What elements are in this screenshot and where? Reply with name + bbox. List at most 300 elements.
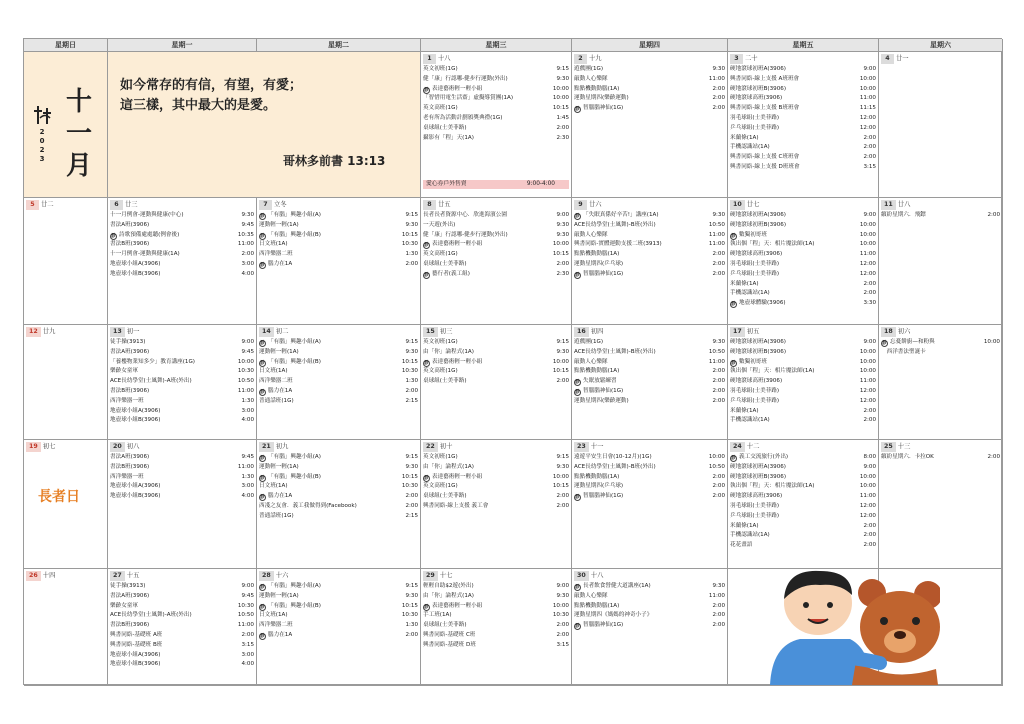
day-header <box>730 54 758 64</box>
event-time: 9:15 <box>405 583 418 589</box>
event-item[interactable] <box>110 641 254 651</box>
event-item[interactable] <box>574 270 725 280</box>
event-time: 2:00 <box>863 532 876 539</box>
event-item[interactable] <box>730 211 876 221</box>
day-number: 13 <box>110 327 125 337</box>
event-item[interactable] <box>423 270 569 280</box>
event-title <box>110 231 179 241</box>
event-item[interactable] <box>574 65 725 75</box>
event-time: 9:00 <box>241 583 254 589</box>
event-item[interactable] <box>574 104 725 114</box>
event-item[interactable] <box>574 75 725 85</box>
day-cell[interactable] <box>421 569 572 686</box>
day-number: 12 <box>26 327 41 337</box>
event-time: 4:00 <box>241 270 254 277</box>
event-name: 硬地滾球初班A(3906) <box>730 66 786 72</box>
event-item[interactable] <box>730 492 876 502</box>
event-item[interactable] <box>259 221 418 231</box>
event-item[interactable] <box>574 221 725 231</box>
event-item[interactable] <box>110 250 254 260</box>
event-item[interactable] <box>730 482 876 492</box>
event-item[interactable] <box>730 377 876 387</box>
event-name: 手機認識站(1A) <box>730 532 770 539</box>
event-item[interactable] <box>730 250 876 260</box>
event-item[interactable] <box>259 602 418 612</box>
event-time: 2:00 <box>712 95 725 102</box>
event-name: 「有腦」興趣小組(A) <box>268 454 321 460</box>
event-item[interactable] <box>423 463 569 473</box>
event-item[interactable] <box>423 221 569 231</box>
lunar-date: 廿二 <box>41 201 54 208</box>
event-name: 「有腦」興趣小組(B) <box>268 602 321 609</box>
event-item[interactable] <box>110 387 254 397</box>
event-name: 徒手操(3913) <box>110 583 146 589</box>
event-item[interactable] <box>574 611 725 621</box>
event-item[interactable] <box>730 104 876 114</box>
event-title <box>423 270 470 280</box>
event-title <box>574 85 619 95</box>
event-time: 10:50 <box>708 221 725 228</box>
day-cell[interactable] <box>421 440 572 569</box>
event-name: 硬地滾球高班(3906) <box>730 95 783 102</box>
event-item[interactable] <box>110 211 254 221</box>
event-title <box>423 348 474 358</box>
event-item[interactable] <box>730 397 876 407</box>
day-number: 22 <box>423 442 438 452</box>
event-item[interactable] <box>730 153 876 163</box>
event-title <box>881 348 926 358</box>
event-item[interactable] <box>730 65 876 75</box>
event-time: 2:00 <box>863 144 876 151</box>
event-title <box>110 260 160 270</box>
event-item[interactable] <box>110 367 254 377</box>
event-item[interactable] <box>259 338 418 348</box>
event-item[interactable] <box>730 541 876 551</box>
event-item[interactable] <box>423 211 569 221</box>
day-number: 9 <box>574 200 587 210</box>
event-item[interactable] <box>259 592 418 602</box>
event-item[interactable] <box>259 502 418 512</box>
event-item[interactable] <box>730 299 876 309</box>
event-name: 普通話班(1G) <box>259 397 294 404</box>
event-item[interactable] <box>730 407 876 417</box>
event-item[interactable] <box>110 231 254 241</box>
event-item[interactable] <box>423 641 569 651</box>
event-title <box>730 250 782 260</box>
day-cell[interactable] <box>572 569 728 686</box>
day-cell[interactable] <box>879 198 1003 325</box>
registration-tag-icon: 診 <box>424 360 429 366</box>
event-item[interactable] <box>574 592 725 602</box>
event-item[interactable] <box>110 660 254 670</box>
day-cell[interactable] <box>257 198 421 325</box>
event-item[interactable] <box>730 289 876 299</box>
event-item[interactable] <box>423 65 569 75</box>
event-name: 英文高班(1G) <box>423 251 458 258</box>
event-item[interactable] <box>574 348 725 358</box>
event-banner[interactable] <box>423 180 569 189</box>
event-item[interactable] <box>730 453 876 463</box>
event-time: 10:00 <box>859 473 876 480</box>
event-name: 智腦腦神仙(1G) <box>583 493 624 500</box>
event-item[interactable] <box>423 377 569 387</box>
event-item[interactable] <box>110 240 254 250</box>
event-time: 9:00 <box>863 212 876 218</box>
registration-tag-icon: 診 <box>424 272 429 278</box>
event-item[interactable] <box>574 94 725 104</box>
event-item[interactable] <box>730 338 876 348</box>
day-cell[interactable] <box>728 325 879 440</box>
event-item[interactable] <box>730 143 876 153</box>
event-time: 3:00 <box>241 260 254 267</box>
event-item[interactable] <box>574 377 725 387</box>
event-title <box>730 104 799 114</box>
event-time: 12:00 <box>859 260 876 267</box>
event-item[interactable] <box>730 124 876 134</box>
event-item[interactable] <box>259 621 418 631</box>
event-item[interactable] <box>110 358 254 368</box>
event-name: 手機認識站(1A) <box>730 290 770 297</box>
event-name: 點點機動動腦(1A) <box>574 473 620 480</box>
event-time: 2:00 <box>405 631 418 638</box>
event-item[interactable] <box>110 492 254 502</box>
event-item[interactable] <box>423 602 569 612</box>
event-item[interactable] <box>574 358 725 368</box>
event-item[interactable] <box>259 582 418 592</box>
event-time: 9:30 <box>556 463 569 470</box>
event-item[interactable] <box>574 211 725 221</box>
event-item[interactable] <box>423 260 569 270</box>
event-item[interactable] <box>730 270 876 280</box>
event-name: 花花畫語 <box>730 542 753 549</box>
event-item[interactable] <box>574 492 725 502</box>
event-name: 地壺球小組B(3906) <box>110 417 161 424</box>
event-title <box>574 75 608 85</box>
registration-tag-icon: 診 <box>260 341 265 346</box>
event-item[interactable] <box>574 231 725 241</box>
event-item[interactable] <box>574 397 725 407</box>
event-item[interactable] <box>423 492 569 502</box>
event-item[interactable] <box>259 240 418 250</box>
event-item[interactable] <box>259 358 418 368</box>
event-name: 興書同絡-線上支援 B班班會 <box>730 105 800 112</box>
day-cell[interactable] <box>24 325 108 440</box>
event-item[interactable] <box>423 592 569 602</box>
event-title <box>730 541 752 551</box>
event-item[interactable] <box>259 211 418 221</box>
event-item[interactable] <box>423 611 569 621</box>
event-item[interactable] <box>110 592 254 602</box>
event-item[interactable] <box>423 473 569 483</box>
event-item[interactable] <box>110 338 254 348</box>
event-item[interactable] <box>259 397 418 407</box>
event-item[interactable] <box>423 94 569 104</box>
day-cell[interactable] <box>108 325 257 440</box>
lunar-date: 初六 <box>897 328 911 335</box>
event-title <box>730 299 786 309</box>
event-item[interactable] <box>574 240 725 250</box>
event-time: 11:00 <box>859 251 876 258</box>
event-item[interactable] <box>574 582 725 592</box>
event-item[interactable] <box>110 407 254 417</box>
event-item[interactable] <box>423 114 569 124</box>
event-item[interactable] <box>259 250 418 260</box>
event-name: 書法A班(3906) <box>110 454 150 460</box>
day-header <box>259 327 288 337</box>
event-item[interactable] <box>423 367 569 377</box>
event-name: 書法A班(3906) <box>110 592 150 599</box>
event-item[interactable] <box>881 453 1000 463</box>
event-item[interactable] <box>110 348 254 358</box>
event-item[interactable] <box>259 631 418 641</box>
event-item[interactable] <box>881 211 1000 221</box>
event-item[interactable] <box>110 582 254 592</box>
event-item[interactable] <box>259 377 418 387</box>
event-item[interactable] <box>110 260 254 270</box>
event-item[interactable] <box>423 338 569 348</box>
event-item[interactable] <box>730 358 876 368</box>
event-item[interactable] <box>574 260 725 270</box>
event-title <box>110 338 145 348</box>
event-title <box>730 94 782 104</box>
event-title <box>423 338 458 348</box>
event-item[interactable] <box>110 602 254 612</box>
day-number: 5 <box>26 200 39 210</box>
event-item[interactable] <box>423 348 569 358</box>
event-item[interactable] <box>423 75 569 85</box>
event-item[interactable] <box>730 512 876 522</box>
event-name: 腦力在1A <box>268 260 293 267</box>
event-item[interactable] <box>259 348 418 358</box>
registration-tag-icon: 診 <box>260 475 265 481</box>
event-item[interactable] <box>259 463 418 473</box>
event-title <box>423 463 474 473</box>
event-item[interactable] <box>259 453 418 463</box>
day-number: 4 <box>881 54 894 64</box>
event-title <box>423 367 458 377</box>
day-cell[interactable] <box>572 52 728 198</box>
event-item[interactable] <box>730 531 876 541</box>
verse-block <box>108 52 421 198</box>
event-name: 點點機動動腦(1A) <box>574 251 620 258</box>
event-item[interactable] <box>259 387 418 397</box>
event-item[interactable] <box>574 338 725 348</box>
event-name: 義工交流旅行(外出) <box>739 454 789 460</box>
event-item[interactable] <box>423 124 569 134</box>
event-item[interactable] <box>730 114 876 124</box>
event-item[interactable] <box>423 502 569 512</box>
event-item[interactable] <box>730 387 876 397</box>
event-item[interactable] <box>423 85 569 95</box>
event-name: 英文高班(1G) <box>423 105 458 112</box>
day-cell[interactable] <box>421 325 572 440</box>
event-item[interactable] <box>730 463 876 473</box>
event-item[interactable] <box>423 621 569 631</box>
event-item[interactable] <box>730 231 876 241</box>
event-list <box>730 453 876 551</box>
lunar-date: 初三 <box>439 328 453 335</box>
event-item[interactable] <box>730 240 876 250</box>
day-number: 3 <box>730 54 743 64</box>
event-item[interactable] <box>730 280 876 290</box>
day-cell[interactable] <box>257 325 421 440</box>
event-name: 西洋樂器一班 <box>110 397 144 404</box>
day-cell[interactable] <box>728 52 879 198</box>
registration-tag-icon: 診 <box>260 495 265 501</box>
event-item[interactable] <box>730 94 876 104</box>
event-item[interactable] <box>730 502 876 512</box>
day-cell[interactable] <box>572 198 728 325</box>
day-cell[interactable] <box>257 440 421 569</box>
event-item[interactable] <box>730 260 876 270</box>
event-item[interactable] <box>259 492 418 502</box>
event-item[interactable] <box>574 463 725 473</box>
event-name: 數獨初哥班 <box>739 358 767 365</box>
day-cell[interactable] <box>24 198 108 325</box>
event-item[interactable] <box>881 348 1000 358</box>
event-title <box>259 512 294 522</box>
event-name: 桌球組(士美菲路) <box>423 622 467 629</box>
event-item[interactable] <box>730 348 876 358</box>
event-item[interactable] <box>110 416 254 426</box>
event-time: 10:15 <box>552 105 569 112</box>
event-name: 硬地滾球高班(3906) <box>730 378 783 385</box>
event-name: 興書同絡-基礎班 C班 <box>423 631 476 638</box>
event-item[interactable] <box>259 231 418 241</box>
event-item[interactable] <box>730 473 876 483</box>
event-time: 10:50 <box>237 612 254 619</box>
day-cell[interactable] <box>24 440 108 569</box>
day-cell[interactable] <box>24 569 108 686</box>
event-item[interactable] <box>259 611 418 621</box>
event-item[interactable] <box>110 377 254 387</box>
event-item[interactable] <box>423 250 569 260</box>
event-list <box>259 338 418 407</box>
event-item[interactable] <box>881 338 1000 348</box>
event-time: 9:00 <box>863 463 876 470</box>
event-name: 硬地滾球初班A(3906) <box>730 339 786 345</box>
event-item[interactable] <box>259 482 418 492</box>
event-item[interactable] <box>730 416 876 426</box>
event-item[interactable] <box>574 85 725 95</box>
event-name: 日文班(1A) <box>259 241 288 248</box>
event-item[interactable] <box>574 473 725 483</box>
event-item[interactable] <box>423 631 569 641</box>
event-item[interactable] <box>110 463 254 473</box>
event-list <box>423 65 569 143</box>
event-list <box>423 211 569 280</box>
day-cell[interactable] <box>257 569 421 686</box>
event-item[interactable] <box>730 522 876 532</box>
event-item[interactable] <box>259 367 418 377</box>
event-list <box>574 338 725 407</box>
day-cell[interactable] <box>879 325 1003 440</box>
event-item[interactable] <box>730 367 876 377</box>
day-cell[interactable] <box>108 440 257 569</box>
day-header <box>574 442 603 452</box>
event-name: 「有腦」興趣小組(B) <box>268 358 321 365</box>
event-item[interactable] <box>259 512 418 522</box>
event-item[interactable] <box>574 367 725 377</box>
event-time: 10:15 <box>401 358 418 365</box>
day-cell[interactable] <box>572 325 728 440</box>
event-item[interactable] <box>423 104 569 114</box>
event-item[interactable] <box>110 611 254 621</box>
event-item[interactable] <box>574 453 725 463</box>
day-cell[interactable] <box>421 198 572 325</box>
day-cell[interactable] <box>728 440 879 569</box>
event-item[interactable] <box>110 453 254 463</box>
event-item[interactable] <box>574 602 725 612</box>
event-item[interactable] <box>730 163 876 173</box>
day-cell[interactable] <box>572 440 728 569</box>
event-item[interactable] <box>110 651 254 661</box>
event-time: 12:00 <box>859 512 876 519</box>
event-item[interactable] <box>730 75 876 85</box>
day-cell[interactable] <box>879 440 1003 569</box>
event-time: 10:15 <box>552 483 569 490</box>
event-name: 「養樓物業知多少」教育講座(1G) <box>110 358 195 365</box>
event-item[interactable] <box>574 387 725 397</box>
event-time: 9:30 <box>712 339 725 345</box>
day-cell[interactable] <box>879 52 1003 198</box>
event-item[interactable] <box>423 453 569 463</box>
event-item[interactable] <box>259 260 418 270</box>
event-item[interactable] <box>423 358 569 368</box>
event-time: 2:00 <box>241 251 254 258</box>
event-item[interactable] <box>730 221 876 231</box>
event-item[interactable] <box>423 134 569 144</box>
lunar-date: 廿一 <box>896 55 909 62</box>
event-item[interactable] <box>110 397 254 407</box>
event-item[interactable] <box>423 582 569 592</box>
event-item[interactable] <box>110 473 254 483</box>
event-name: 硬地滾球初班B(3906) <box>730 473 787 480</box>
event-item[interactable] <box>574 482 725 492</box>
event-title <box>730 367 814 377</box>
day-header <box>881 327 910 337</box>
event-name: 羽毛球組(士美菲路) <box>730 387 780 394</box>
event-item[interactable] <box>730 85 876 95</box>
event-name: 桌球組(士美菲路) <box>423 493 467 500</box>
event-item[interactable] <box>730 134 876 144</box>
event-item[interactable] <box>259 473 418 483</box>
event-item[interactable] <box>110 631 254 641</box>
lunar-date: 十八 <box>590 572 604 579</box>
event-name: 執出個「程」天：相片魔法師(1A) <box>730 368 815 375</box>
event-time: 9:30 <box>405 348 418 355</box>
event-item[interactable] <box>423 231 569 241</box>
day-cell[interactable] <box>421 52 572 198</box>
event-item[interactable] <box>574 621 725 631</box>
event-item[interactable] <box>423 240 569 250</box>
event-item[interactable] <box>574 250 725 260</box>
day-cell[interactable] <box>108 569 257 686</box>
day-cell[interactable] <box>108 198 257 325</box>
event-item[interactable] <box>110 270 254 280</box>
event-name: 表達藝術輕一輕小組 <box>432 602 483 609</box>
day-cell[interactable] <box>728 198 879 325</box>
event-name: 手機認識站(1A) <box>730 417 770 424</box>
event-item[interactable] <box>110 621 254 631</box>
day-header <box>259 442 288 452</box>
event-item[interactable] <box>423 482 569 492</box>
event-title <box>110 492 160 502</box>
event-item[interactable] <box>110 482 254 492</box>
event-name: 日文班(1A) <box>259 483 288 490</box>
event-item[interactable] <box>110 221 254 231</box>
lunar-date: 立冬 <box>274 201 287 208</box>
